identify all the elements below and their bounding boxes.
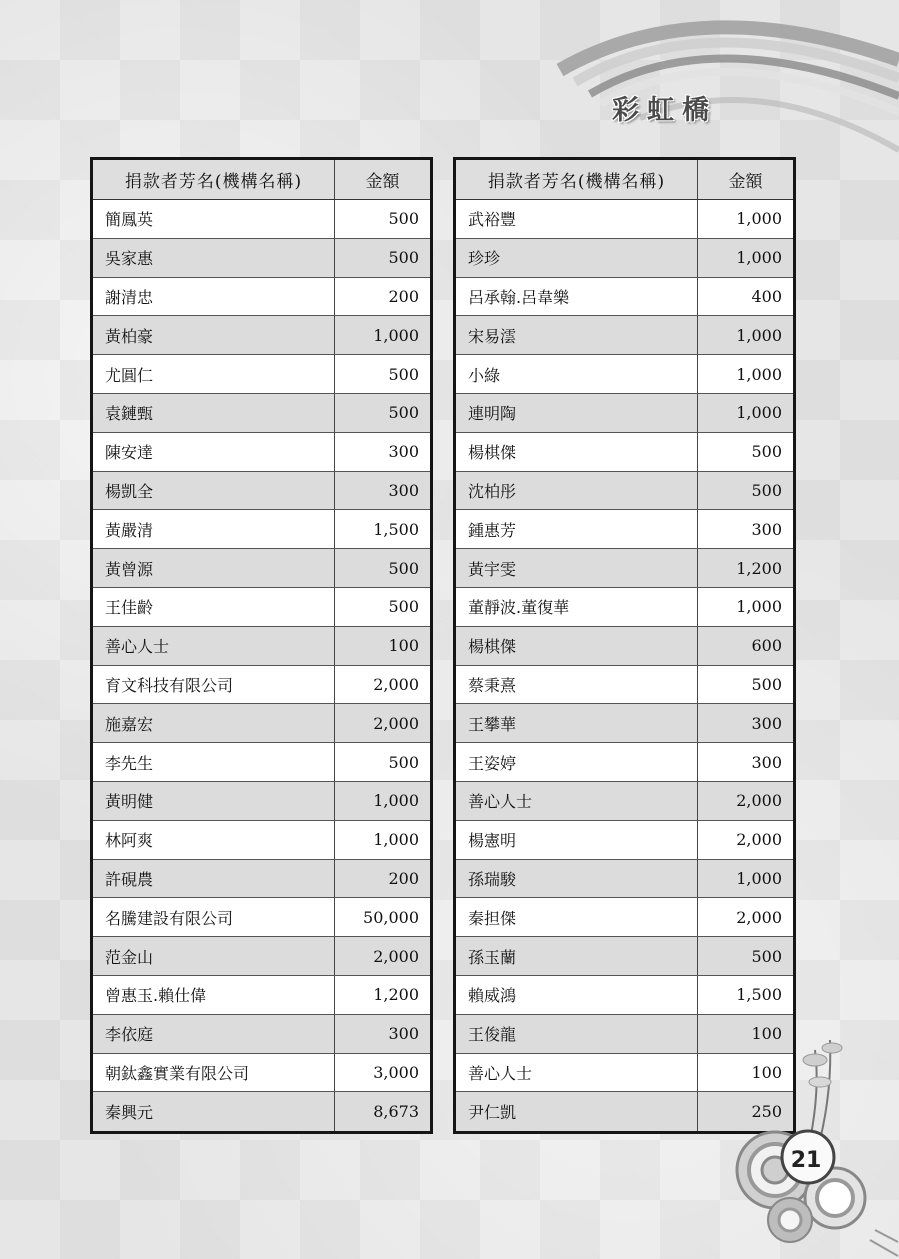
table-row (456, 588, 793, 627)
donation-amount: 500 (388, 597, 419, 617)
table-row (93, 472, 430, 511)
donor-name: 董靜波.董復華 (456, 588, 698, 626)
donation-amount: 300 (388, 1024, 419, 1044)
table-row (93, 278, 430, 317)
donor-name: 林阿爽 (93, 821, 335, 859)
donation-amount: 500 (751, 480, 782, 500)
donor-name: 秦興元 (93, 1092, 335, 1131)
donation-amount: 2,000 (373, 713, 419, 733)
donation-amount: 500 (388, 558, 419, 578)
donation-amount: 600 (751, 636, 782, 656)
table-row (456, 278, 793, 317)
table-header (93, 160, 430, 200)
donation-amount: 1,000 (373, 791, 419, 811)
table-row (93, 627, 430, 666)
donor-name: 小綠 (456, 355, 698, 393)
donor-name: 王姿婷 (456, 743, 698, 781)
column-header-name: 捐款者芳名(機構名稱) (456, 160, 698, 199)
table-row (456, 472, 793, 511)
donation-amount: 500 (751, 674, 782, 694)
table-row (93, 1092, 430, 1131)
donor-name: 楊凱全 (93, 472, 335, 510)
donor-name: 珍珍 (456, 239, 698, 277)
table-row (93, 666, 430, 705)
donation-amount: 500 (388, 403, 419, 423)
donor-name: 陳安達 (93, 433, 335, 471)
donor-name: 謝清忠 (93, 278, 335, 316)
table-row (93, 821, 430, 860)
donation-amount: 500 (388, 248, 419, 268)
donor-name: 楊棋傑 (456, 433, 698, 471)
table-row (456, 627, 793, 666)
donation-amount: 1,500 (373, 519, 419, 539)
donor-name: 楊棋傑 (456, 627, 698, 665)
donation-amount: 500 (751, 442, 782, 462)
donor-name: 黃明健 (93, 782, 335, 820)
table-row (93, 782, 430, 821)
donation-amount: 300 (751, 519, 782, 539)
table-row (93, 704, 430, 743)
table-row (456, 316, 793, 355)
table-row (93, 937, 430, 976)
donation-amount: 2,000 (373, 674, 419, 694)
table-row (456, 355, 793, 394)
donor-name: 王佳齡 (93, 588, 335, 626)
donor-name: 王俊龍 (456, 1015, 698, 1053)
donation-amount: 1,000 (736, 597, 782, 617)
donation-amount: 2,000 (736, 830, 782, 850)
donor-name: 吳家惠 (93, 239, 335, 277)
table-row (456, 976, 793, 1015)
table-row (93, 588, 430, 627)
donor-table-right (453, 157, 796, 1134)
table-row (456, 200, 793, 239)
donor-table-left (90, 157, 433, 1134)
donor-name: 秦担傑 (456, 898, 698, 936)
donation-amount: 1,000 (736, 325, 782, 345)
donor-name: 黃曾源 (93, 549, 335, 587)
table-row (456, 433, 793, 472)
donor-name: 呂承翰.呂韋樂 (456, 278, 698, 316)
donation-amount: 1,200 (736, 558, 782, 578)
table-row (456, 239, 793, 278)
table-row (456, 549, 793, 588)
table-row (456, 821, 793, 860)
donor-name: 尤圓仁 (93, 355, 335, 393)
donor-name: 朝鈦鑫實業有限公司 (93, 1054, 335, 1092)
donor-name: 善心人士 (93, 627, 335, 665)
donor-name: 許硯農 (93, 860, 335, 898)
table-row (456, 743, 793, 782)
donation-amount: 1,000 (736, 209, 782, 229)
donation-amount: 50,000 (363, 907, 419, 927)
donation-amount: 8,673 (373, 1102, 419, 1122)
donor-name: 李依庭 (93, 1015, 335, 1053)
donor-name: 宋易澐 (456, 316, 698, 354)
donation-amount: 500 (388, 209, 419, 229)
donor-name: 善心人士 (456, 1054, 698, 1092)
donor-name: 連明陶 (456, 394, 698, 432)
donation-amount: 200 (388, 868, 419, 888)
donation-amount: 200 (388, 286, 419, 306)
donation-amount: 2,000 (736, 907, 782, 927)
donation-amount: 1,200 (373, 985, 419, 1005)
column-header-amount: 金額 (728, 172, 763, 192)
table-row (93, 898, 430, 937)
donor-name: 曾惠玉.賴仕偉 (93, 976, 335, 1014)
table-header (456, 160, 793, 200)
donor-name: 沈柏彤 (456, 472, 698, 510)
table-row (93, 433, 430, 472)
table-row (456, 898, 793, 937)
donor-name: 黃柏豪 (93, 316, 335, 354)
column-header-amount: 金額 (365, 172, 400, 192)
table-row (456, 510, 793, 549)
donor-name: 黃宇雯 (456, 549, 698, 587)
donation-amount: 1,000 (736, 364, 782, 384)
donor-name: 名騰建設有限公司 (93, 898, 335, 936)
donor-name: 楊憲明 (456, 821, 698, 859)
donation-amount: 1,000 (736, 868, 782, 888)
donor-name: 孫玉蘭 (456, 937, 698, 975)
donation-amount: 1,500 (736, 985, 782, 1005)
donation-amount: 1,000 (373, 830, 419, 850)
donation-amount: 300 (751, 752, 782, 772)
table-row (93, 394, 430, 433)
table-row (456, 666, 793, 705)
donor-name: 黃嚴清 (93, 510, 335, 548)
table-row (93, 743, 430, 782)
donation-amount: 100 (751, 1024, 782, 1044)
donor-name: 善心人士 (456, 782, 698, 820)
page-number: 21 (790, 1147, 822, 1173)
header-title: 彩虹橋 (612, 95, 717, 126)
table-row (93, 1054, 430, 1093)
donor-name: 尹仁凱 (456, 1092, 698, 1131)
table-row (93, 1015, 430, 1054)
donation-amount: 300 (388, 442, 419, 462)
table-row (456, 782, 793, 821)
table-row (93, 239, 430, 278)
table-row (456, 937, 793, 976)
table-row (93, 316, 430, 355)
donation-amount: 100 (388, 636, 419, 656)
column-header-name: 捐款者芳名(機構名稱) (93, 160, 335, 199)
donation-amount: 2,000 (373, 946, 419, 966)
donor-name: 武裕豐 (456, 200, 698, 238)
table-row (93, 976, 430, 1015)
table-row (93, 860, 430, 899)
table-row (93, 510, 430, 549)
donation-amount: 3,000 (373, 1062, 419, 1082)
donation-amount: 1,000 (736, 248, 782, 268)
donor-name: 王攀華 (456, 704, 698, 742)
table-row (93, 200, 430, 239)
table-row (456, 394, 793, 433)
donor-name: 施嘉宏 (93, 704, 335, 742)
donation-amount: 1,000 (736, 403, 782, 423)
table-row (93, 355, 430, 394)
donation-amount: 500 (388, 752, 419, 772)
donation-amount: 1,000 (373, 325, 419, 345)
donation-amount: 250 (751, 1102, 782, 1122)
table-row (456, 704, 793, 743)
donor-name: 范金山 (93, 937, 335, 975)
donation-amount: 100 (751, 1062, 782, 1082)
donation-amount: 400 (751, 286, 782, 306)
donor-name: 育文科技有限公司 (93, 666, 335, 704)
donor-name: 鍾惠芳 (456, 510, 698, 548)
table-row (456, 860, 793, 899)
donation-amount: 500 (388, 364, 419, 384)
donation-amount: 500 (751, 946, 782, 966)
donor-name: 簡鳳英 (93, 200, 335, 238)
donation-amount: 2,000 (736, 791, 782, 811)
donation-amount: 300 (388, 480, 419, 500)
donor-name: 袁鏈甄 (93, 394, 335, 432)
donor-name: 李先生 (93, 743, 335, 781)
table-row (93, 549, 430, 588)
donation-amount: 300 (751, 713, 782, 733)
donor-name: 賴威鴻 (456, 976, 698, 1014)
donor-name: 蔡秉熹 (456, 666, 698, 704)
donor-name: 孫瑞駿 (456, 860, 698, 898)
